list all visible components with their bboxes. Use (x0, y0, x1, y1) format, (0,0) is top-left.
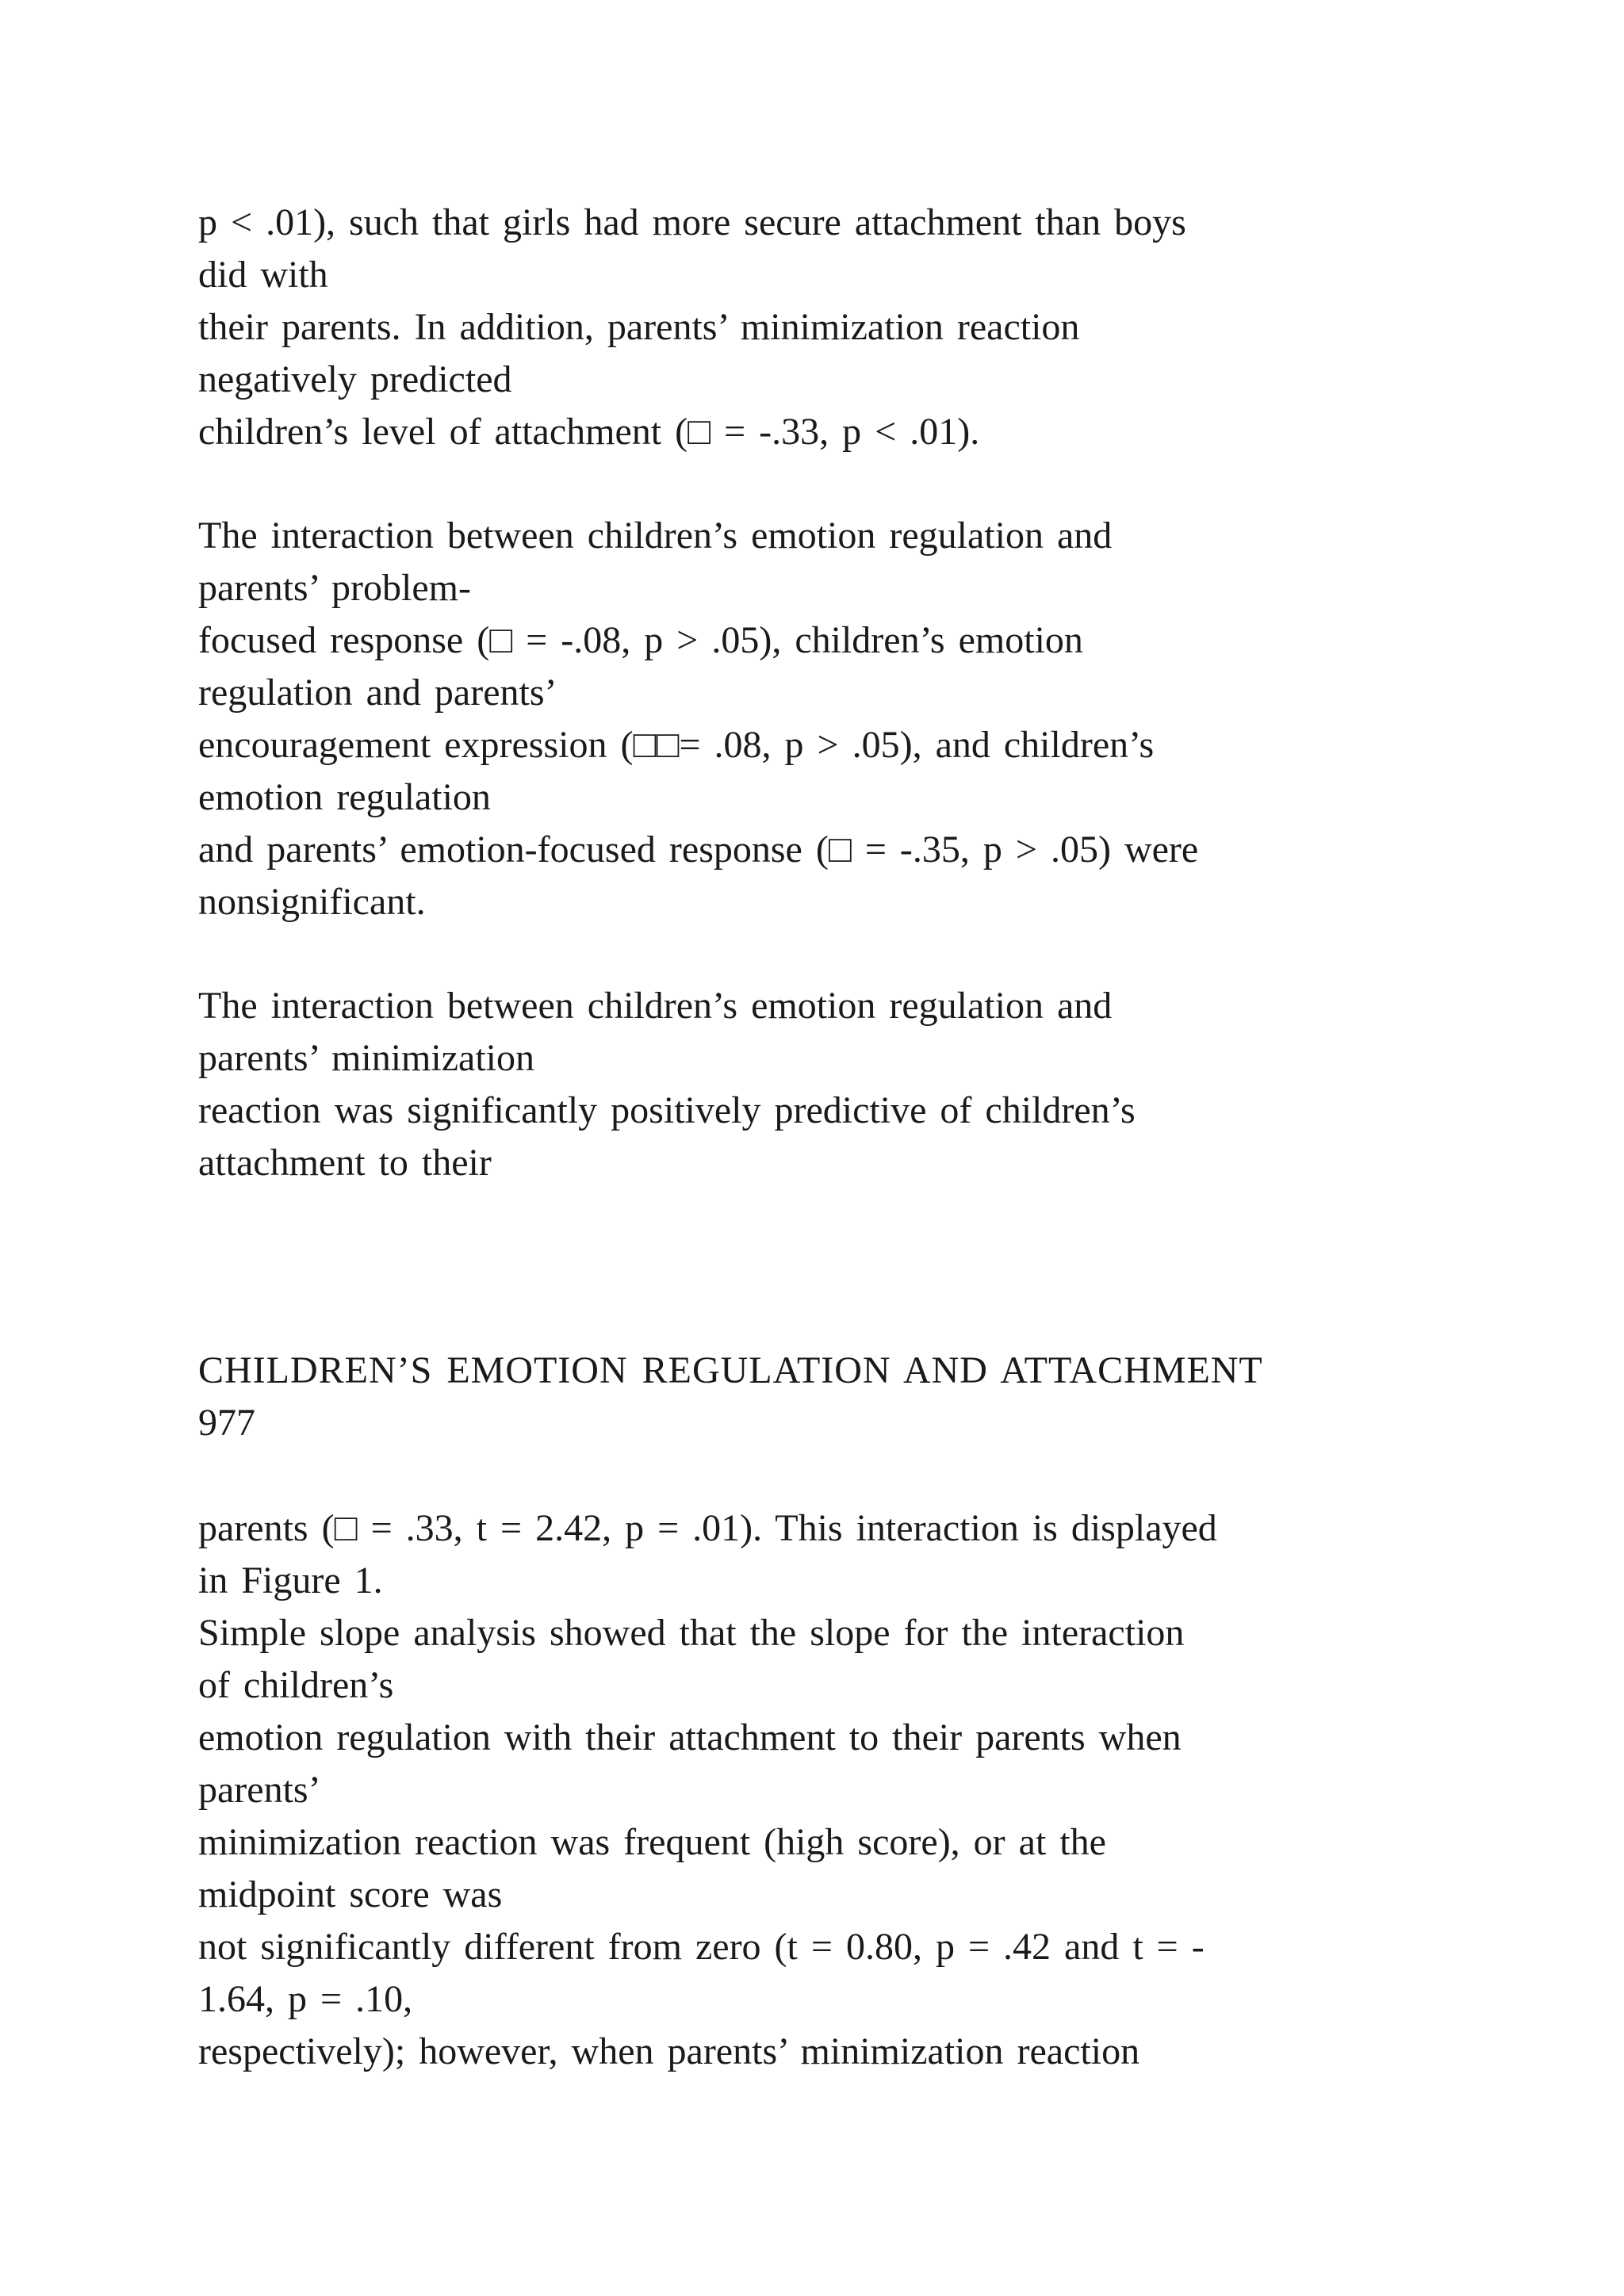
text-line: encouragement expression (□□= .08, p > .05), and children’s (198, 724, 1155, 766)
text-line: 1.64, p = .10, (198, 1978, 413, 2020)
text-line: parents’ (198, 1769, 321, 1811)
text-line: in Figure 1. (198, 1559, 383, 1601)
text-line: not significantly different from zero (t = 0.80, p = .42 and t = - (198, 1926, 1205, 1968)
text-line: The interaction between children’s emotion regulation and (198, 515, 1113, 557)
text-line: midpoint score was (198, 1873, 503, 1915)
text-line: emotion regulation with their attachment to their parents when (198, 1716, 1182, 1758)
text-line: minimization reaction was frequent (high score), or at the (198, 1821, 1106, 1863)
running-title: CHILDREN’S EMOTION REGULATION AND ATTACHMENT (198, 1349, 1263, 1391)
text-line: parents’ minimization (198, 1037, 534, 1079)
text-line: of children’s (198, 1664, 394, 1706)
text-line: parents’ problem- (198, 567, 471, 609)
page-number: 977 (198, 1402, 255, 1444)
text-line: respectively); however, when parents’ minimization reaction (198, 2030, 1140, 2072)
text-line: emotion regulation (198, 776, 491, 818)
text-line: focused response (□ = -.08, p > .05), children’s emotion (198, 619, 1083, 661)
text-line: reaction was significantly positively predictive of children’s (198, 1089, 1136, 1131)
text-line: negatively predicted (198, 358, 512, 400)
text-line: Simple slope analysis showed that the slope for the interaction (198, 1612, 1185, 1654)
text-line: The interaction between children’s emotion regulation and (198, 985, 1113, 1027)
text-line: their parents. In addition, parents’ minimization reaction (198, 306, 1080, 348)
text-line: children’s level of attachment (□ = -.33, p < .01). (198, 411, 980, 453)
text-line: attachment to their (198, 1142, 492, 1184)
text-line: p < .01), such that girls had more secure attachment than boys (198, 201, 1186, 243)
text-line: regulation and parents’ (198, 672, 557, 714)
text-line: parents (□ = .33, t = 2.42, p = .01). This interaction is displayed (198, 1507, 1217, 1549)
text-line: and parents’ emotion-focused response (□ = -.35, p > .05) were (198, 828, 1199, 871)
text-line: did with (198, 254, 328, 296)
text-line: nonsignificant. (198, 881, 426, 923)
